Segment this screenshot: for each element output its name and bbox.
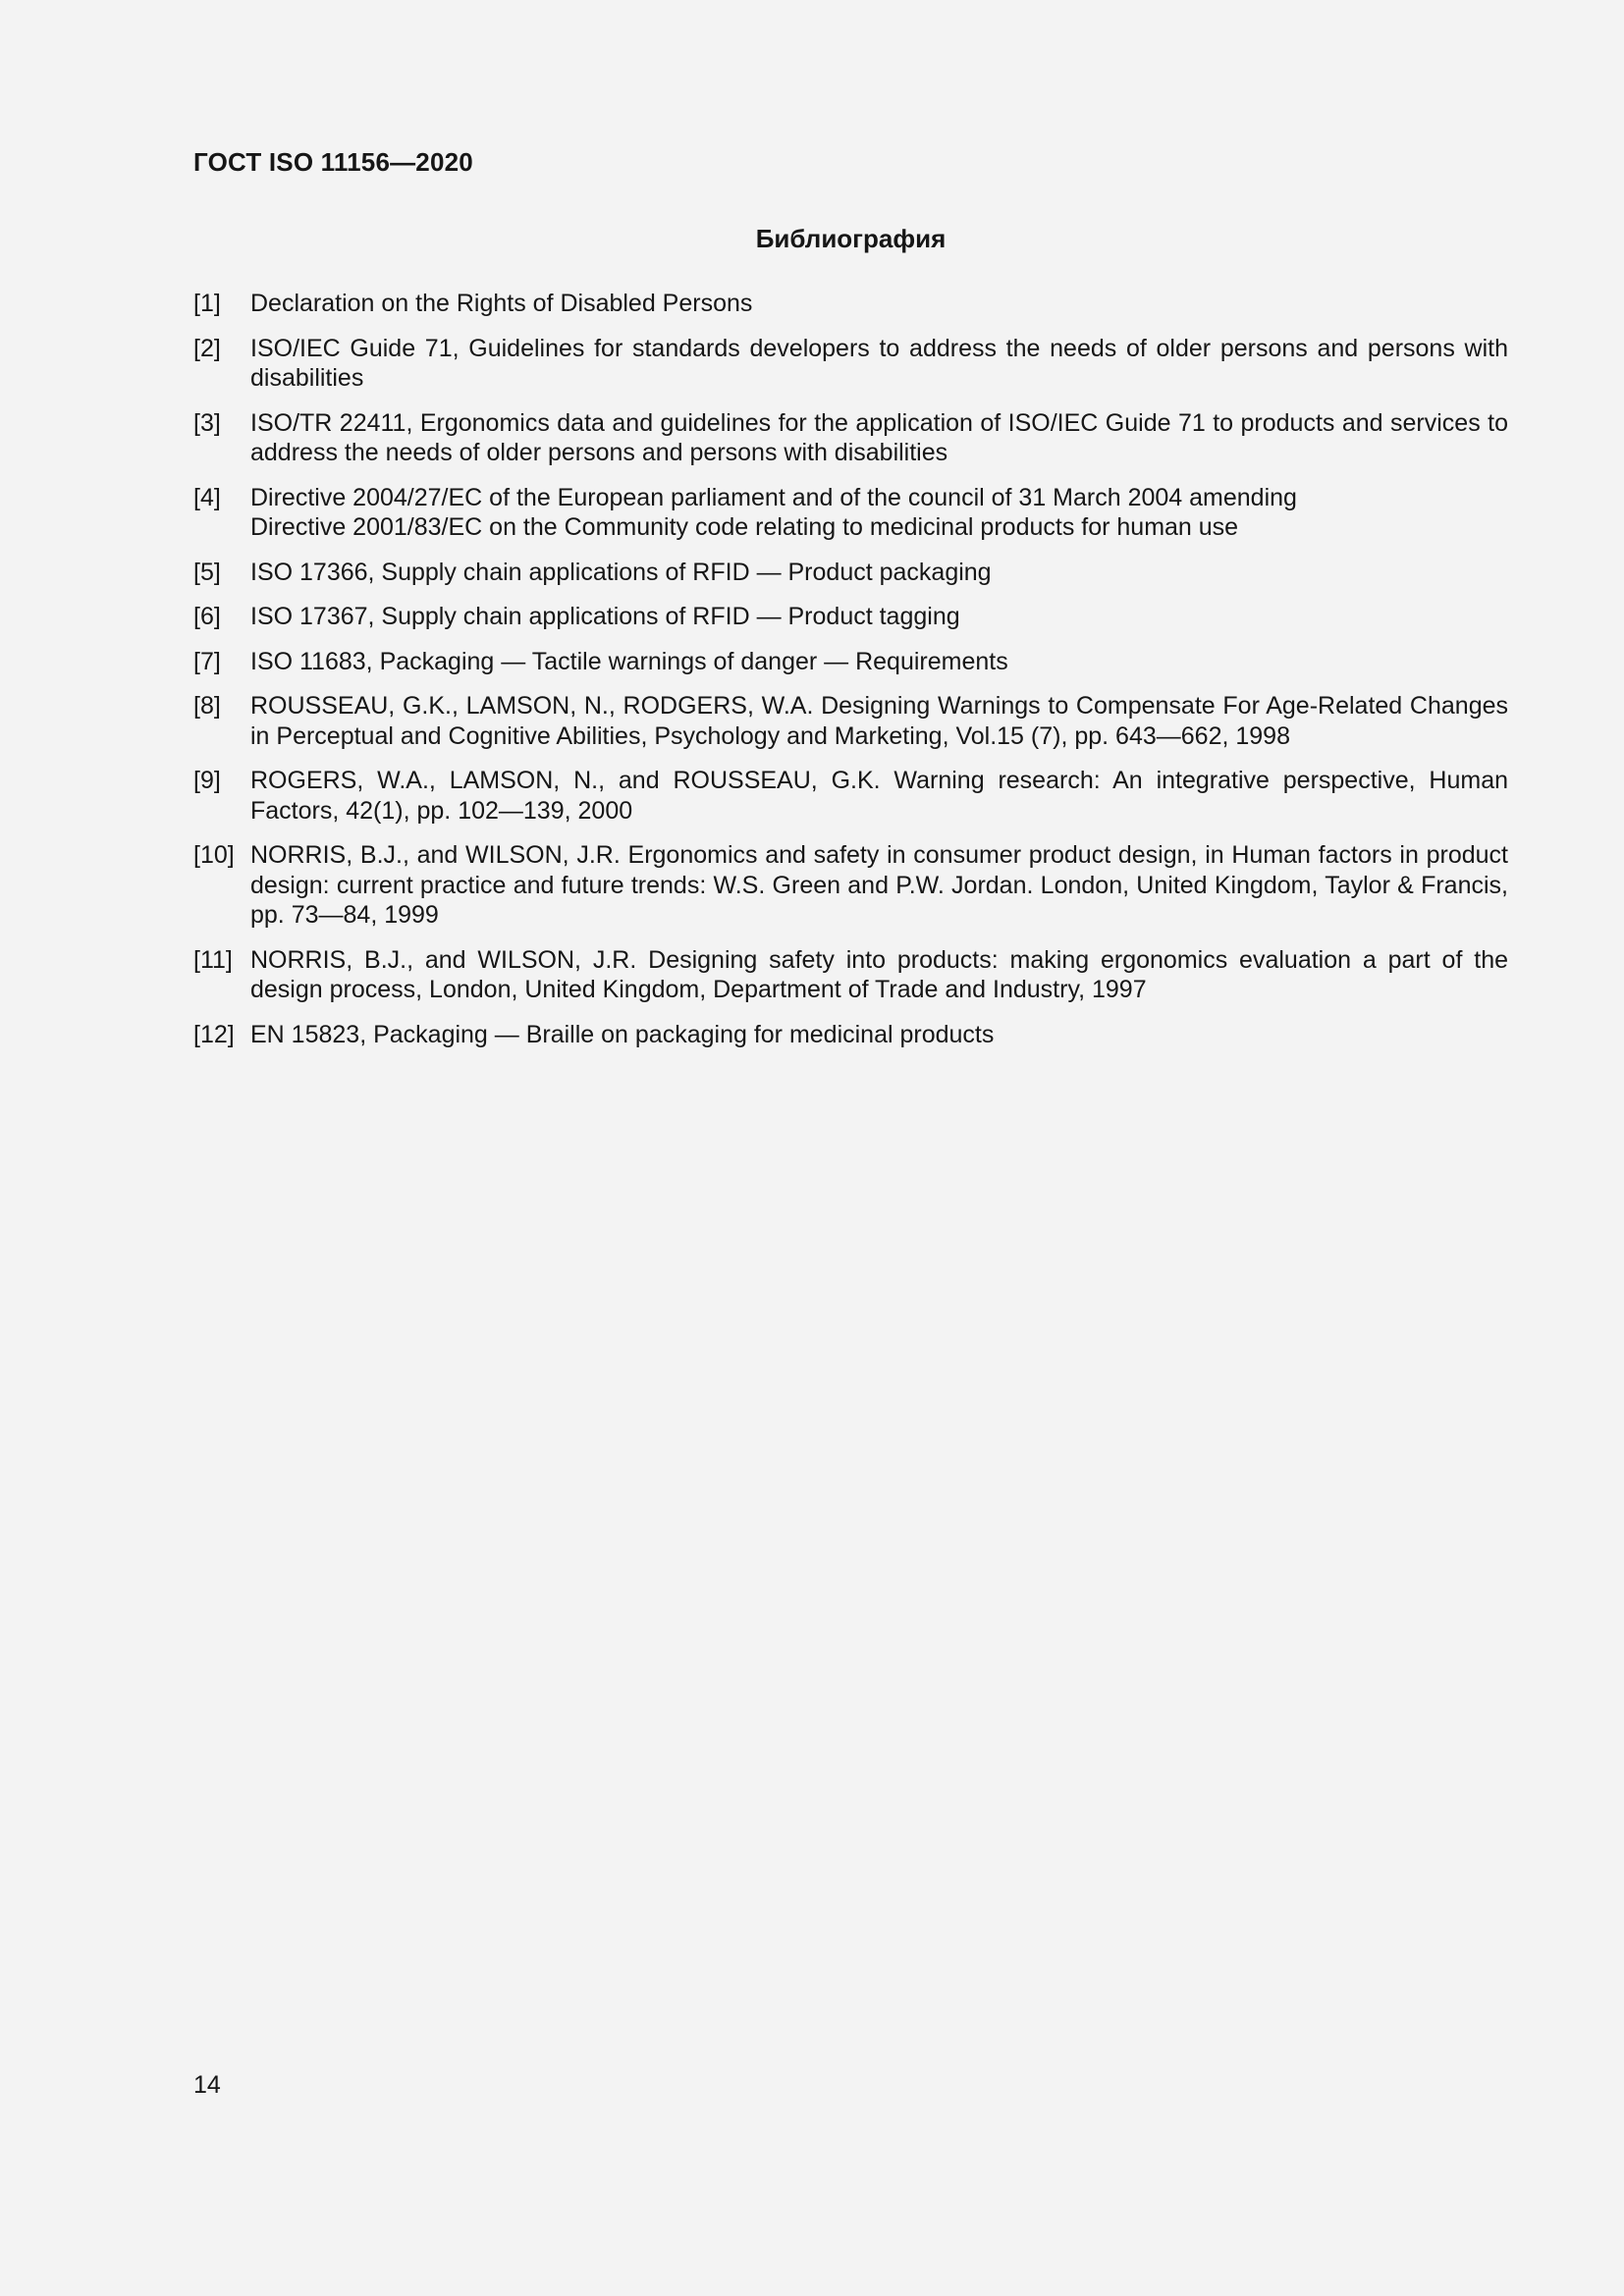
reference-number: [11] (193, 945, 233, 974)
reference-number: [7] (193, 647, 221, 675)
reference-number: [12] (193, 1020, 235, 1048)
reference-item (193, 766, 1508, 826)
reference-item (193, 289, 1508, 319)
reference-item (193, 1020, 1508, 1050)
reference-item (193, 334, 1508, 394)
reference-number: [9] (193, 767, 221, 794)
reference-number: [1] (193, 290, 221, 317)
reference-number: [4] (193, 483, 221, 511)
reference-text: NORRIS, B.J., and WILSON, J.R. Designing safety into products: making ergonomics evaluation a part of the design process, London, United Kingdom, Department of Trade and Industry, 1997 (250, 945, 1508, 1003)
reference-item (193, 408, 1508, 468)
reference-number: [6] (193, 603, 221, 630)
reference-text: ISO 11683, Packaging — Tactile warnings of danger — Requirements (250, 647, 1008, 675)
section-title: Библиография (755, 224, 947, 253)
reference-number: [8] (193, 692, 221, 720)
reference-text: EN 15823, Packaging — Braille on packaging for medicinal products (250, 1020, 995, 1048)
reference-item (193, 945, 1508, 1005)
reference-item (193, 840, 1508, 931)
reference-text: ISO/TR 22411, Ergonomics data and guidelines for the application of ISO/IEC Guide 71 to products and services to address the needs of older persons and persons with disabilities (250, 408, 1508, 466)
reference-item (193, 647, 1508, 677)
reference-text: ISO 17366, Supply chain applications of RFID — Product packaging (250, 558, 992, 586)
reference-item (193, 558, 1508, 588)
reference-text: ROUSSEAU, G.K., LAMSON, N., RODGERS, W.A. Designing Warnings to Compensate For Age-Related Changes in Perceptual and Cognitive Abilities, Psychology and Marketing, Vol.15 (7), pp. 643—662, 1998 (250, 692, 1508, 750)
reference-item (193, 483, 1508, 543)
reference-item (193, 602, 1508, 632)
reference-number: [2] (193, 334, 221, 362)
reference-text: ISO/IEC Guide 71, Guidelines for standards developers to address the needs of older persons and persons with disabilities (250, 334, 1508, 392)
reference-number: [10] (193, 841, 235, 869)
reference-text: ISO 17367, Supply chain applications of RFID — Product tagging (250, 603, 960, 630)
reference-text-line: Directive 2004/27/EC of the European parliament and of the council of 31 March 2004 amending (250, 483, 1297, 511)
reference-text (250, 483, 1508, 543)
page-number: 14 (193, 2071, 221, 2099)
reference-item (193, 691, 1508, 751)
reference-number: [3] (193, 408, 221, 437)
reference-text: Declaration on the Rights of Disabled Persons (250, 290, 753, 317)
reference-list (193, 289, 1508, 1064)
reference-text: ROGERS, W.A., LAMSON, N., and ROUSSEAU, G.K. Warning research: An integrative perspective, Human Factors, 42(1), pp. 102—139, 2000 (250, 767, 1508, 825)
document-header: ГОСТ ISO 11156—2020 (193, 147, 473, 177)
reference-number: [5] (193, 558, 221, 586)
reference-text: NORRIS, B.J., and WILSON, J.R. Ergonomics and safety in consumer product design, in Human factors in product design: current practice and future trends: W.S. Green and P.W. Jordan. London, United Kingdom, Taylor & Francis, pp. 73—84, 1999 (250, 841, 1508, 929)
reference-text-line: Directive 2001/83/EC on the Community code relating to medicinal products for human use (250, 513, 1239, 541)
